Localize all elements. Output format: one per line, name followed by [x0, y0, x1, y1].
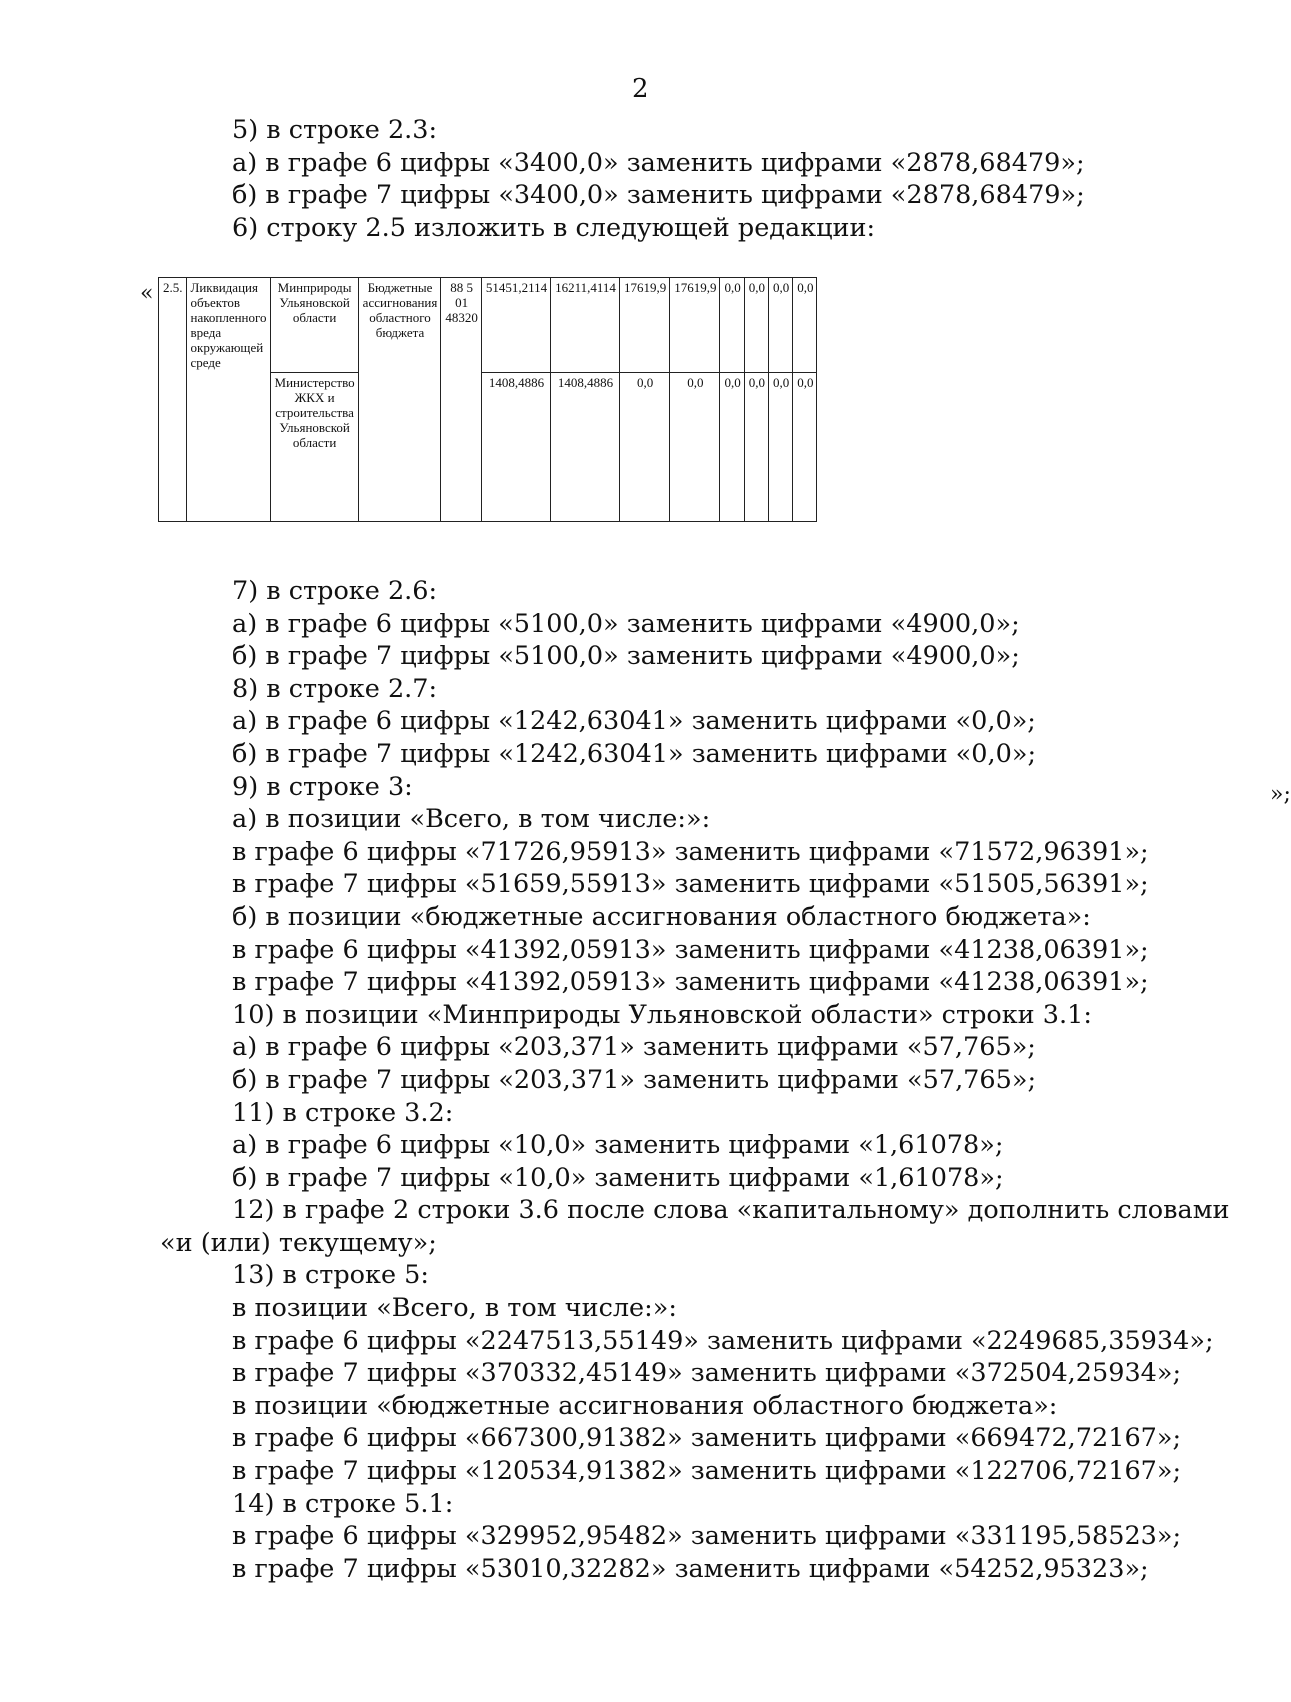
amendment-line: в графе 7 цифры «120534,91382» заменить цифрами «122706,72167»;	[232, 1456, 1182, 1487]
amendment-line: в графе 6 цифры «667300,91382» заменить цифрами «669472,72167»;	[232, 1423, 1182, 1454]
amendment-line: 12) в графе 2 строки 3.6 после слова «капитальному» дополнить словами	[232, 1195, 1230, 1226]
amendment-line: 7) в строке 2.6:	[232, 576, 438, 606]
executor-cell: Министерство ЖКХ и строительства Ульяновской области	[270, 373, 358, 522]
amendment-line: а) в графе 6 цифры «203,371» заменить цифрами «57,765»;	[232, 1032, 1036, 1063]
amendment-line: в графе 6 цифры «41392,05913» заменить цифрами «41238,06391»;	[232, 934, 1149, 965]
value-cell: 17619,9	[619, 278, 669, 373]
amendment-line: а) в позиции «Всего, в том числе:»:	[232, 804, 711, 835]
table-row	[159, 278, 817, 373]
amendment-line: 5) в строке 2.3:	[232, 115, 438, 145]
value-cell: 0,0	[744, 278, 768, 373]
amendment-line: б) в графе 7 цифры «1242,63041» заменить цифрами «0,0»;	[232, 738, 1037, 769]
value-cell: 0,0	[768, 373, 792, 522]
amendment-line: 13) в строке 5:	[232, 1260, 429, 1291]
amendment-line: в графе 7 цифры «53010,32282» заменить цифрами «54252,95323»;	[232, 1553, 1149, 1584]
value-cell: 0,0	[768, 278, 792, 373]
amendment-line: а) в графе 6 цифры «10,0» заменить цифрами «1,61078»;	[232, 1130, 1004, 1161]
value-cell: 0,0	[793, 373, 817, 522]
name-cell: Ликвидация объектов накопленного вреда окружающей среде	[186, 278, 270, 522]
page-number: 2	[632, 74, 649, 104]
value-cell: 0,0	[744, 373, 768, 522]
amendment-line: б) в позиции «бюджетные ассигнования областного бюджета»:	[232, 901, 1091, 932]
amendment-line: 10) в позиции «Минприроды Ульяновской области» строки 3.1:	[232, 999, 1092, 1030]
amendment-line: б) в графе 7 цифры «5100,0» заменить цифрами «4900,0»;	[232, 641, 1020, 672]
value-cell: 51451,2114	[481, 278, 550, 373]
amendment-line: в позиции «Всего, в том числе:»:	[232, 1293, 677, 1324]
code-cell: 88 5 01 48320	[441, 278, 482, 522]
amendments-bottom	[160, 575, 1230, 1585]
amendment-line: в графе 7 цифры «370332,45149» заменить цифрами «372504,25934»;	[232, 1358, 1182, 1389]
quote-close: »;	[1270, 782, 1291, 807]
value-cell: 0,0	[720, 373, 744, 522]
executor-cell: Минприроды Ульяновской области	[270, 278, 358, 373]
amendment-line: 9) в строке 3:	[232, 771, 413, 802]
value-cell: 0,0	[720, 278, 744, 373]
amendment-line: в графе 6 цифры «71726,95913» заменить цифрами «71572,96391»;	[232, 836, 1149, 867]
amendment-line: в графе 6 цифры «329952,95482» заменить цифрами «331195,58523»;	[232, 1521, 1182, 1552]
amendment-line: б) в графе 7 цифры «203,371» заменить цифрами «57,765»;	[232, 1064, 1037, 1095]
amendment-line: «и (или) текущему»;	[160, 1227, 437, 1258]
value-cell: 0,0	[619, 373, 669, 522]
amendment-line: б) в графе 7 цифры «3400,0» заменить цифрами «2878,68479»;	[232, 180, 1085, 211]
value-cell: 0,0	[793, 278, 817, 373]
quote-open: «	[140, 281, 154, 306]
amendment-line: а) в графе 6 цифры «3400,0» заменить цифрами «2878,68479»;	[232, 147, 1085, 178]
amendments-top	[160, 114, 1140, 244]
amendment-line: 6) строку 2.5 изложить в следующей редакции:	[232, 212, 876, 243]
row-number-cell: 2.5.	[159, 278, 187, 522]
value-cell: 17619,9	[670, 278, 720, 373]
value-cell: 0,0	[670, 373, 720, 522]
value-cell: 16211,4114	[551, 278, 620, 373]
value-cell: 1408,4886	[551, 373, 620, 522]
source-cell: Бюджетные ассигнования областного бюджета	[358, 278, 441, 522]
amendment-line: в графе 6 цифры «2247513,55149» заменить цифрами «2249685,35934»;	[232, 1325, 1214, 1356]
amendment-line: 11) в строке 3.2:	[232, 1097, 454, 1128]
amendment-line: б) в графе 7 цифры «10,0» заменить цифрами «1,61078»;	[232, 1162, 1004, 1193]
amendment-line: а) в графе 6 цифры «5100,0» заменить цифрами «4900,0»;	[232, 608, 1020, 639]
amendment-line: в графе 7 цифры «51659,55913» заменить цифрами «51505,56391»;	[232, 869, 1149, 900]
amendment-line: в графе 7 цифры «41392,05913» заменить цифрами «41238,06391»;	[232, 967, 1149, 998]
value-cell: 1408,4886	[481, 373, 550, 522]
amendment-line: а) в графе 6 цифры «1242,63041» заменить цифрами «0,0»;	[232, 706, 1036, 737]
amendment-line: 8) в строке 2.7:	[232, 673, 438, 704]
amendment-line: в позиции «бюджетные ассигнования областного бюджета»:	[232, 1390, 1058, 1421]
amendment-line: 14) в строке 5.1:	[232, 1488, 454, 1519]
amendment-table	[158, 277, 817, 522]
